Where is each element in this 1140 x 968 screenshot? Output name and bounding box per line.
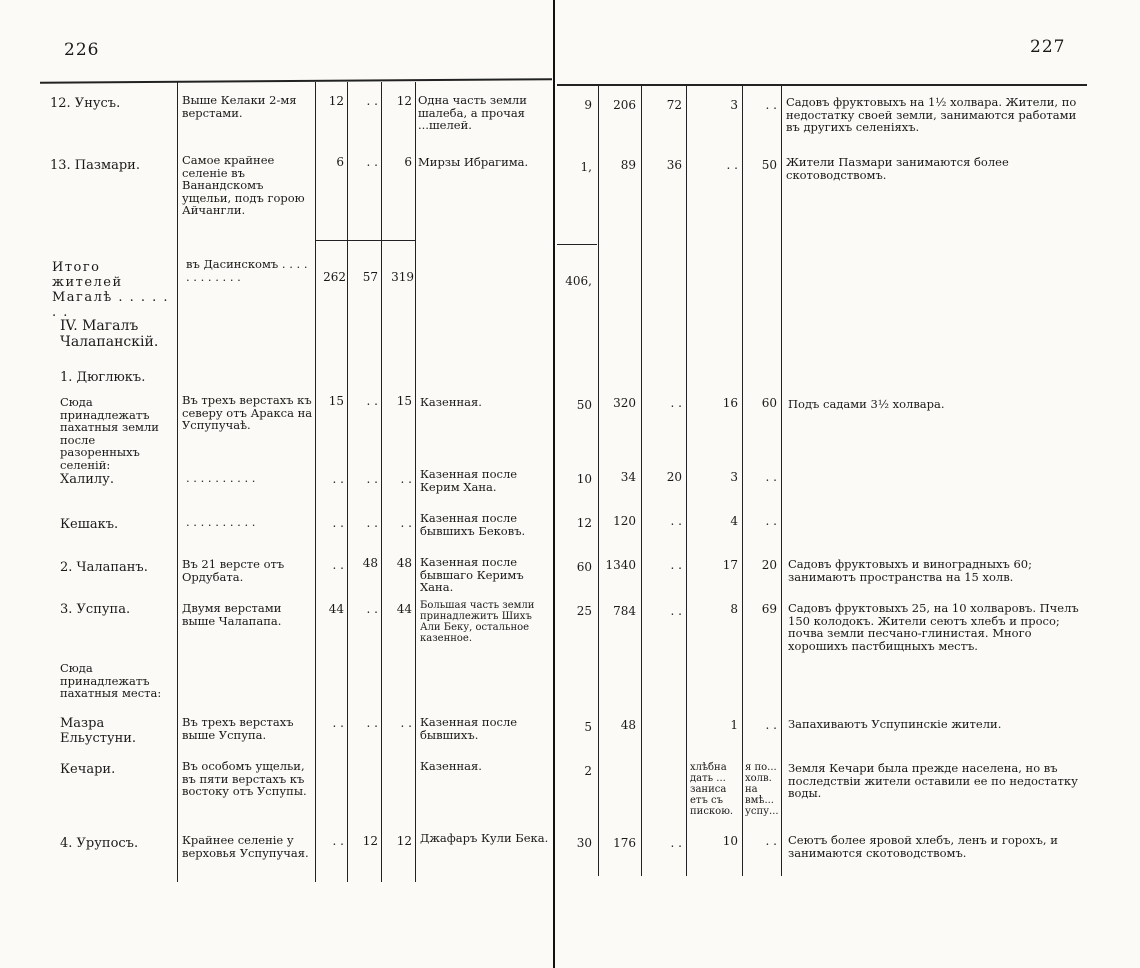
col-d-note: я по... холв. на вмѣ... успу... xyxy=(745,762,779,817)
female-count: 48 xyxy=(362,556,378,570)
col-d: . . xyxy=(726,158,738,172)
col-e: . . xyxy=(765,718,777,732)
col-e: 69 xyxy=(761,602,777,616)
owner: Казенная после Керим Хана. xyxy=(420,467,518,494)
col-a: 60 xyxy=(576,560,592,574)
female-count: . . xyxy=(366,472,378,486)
location: Въ особомъ ущельи, въ пяти верстахъ къ востоку отъ Успупы. xyxy=(182,759,307,798)
owner: Казенная. xyxy=(420,759,482,773)
col-rule xyxy=(742,86,743,876)
total-count: 15 xyxy=(396,394,412,408)
col-a: 5 xyxy=(584,720,592,734)
col-b: 34 xyxy=(620,470,636,484)
remarks: Садовъ фруктовыхъ на 1½ холвара. Жители, по недостатку своей земли, занимаются работами въ другихъ селеніяхъ. xyxy=(786,95,1077,134)
location: Самое крайнее селеніе въ Ванандскомъ ущельи, подъ горою Айчангли. xyxy=(182,153,305,217)
total-male: 262 xyxy=(323,270,346,284)
location: . . . . . . . . . . xyxy=(186,515,256,529)
owner: Одна часть земли шалеба, а прочая ...шелей. xyxy=(418,93,527,132)
female-count: . . xyxy=(366,94,378,108)
col-e: 60 xyxy=(761,396,777,410)
village-name: Сюда принадлежатъ пахатныя места: xyxy=(60,661,162,700)
table-top-rule-right xyxy=(557,84,1087,86)
female-count: 12 xyxy=(362,834,378,848)
total-female: 57 xyxy=(362,270,378,284)
col-b: 206 xyxy=(613,98,636,112)
col-a: 2 xyxy=(584,764,592,778)
total-count: 48 xyxy=(396,556,412,570)
female-count: . . xyxy=(366,516,378,530)
col-a: 50 xyxy=(576,398,592,412)
col-e: 20 xyxy=(761,558,777,572)
owner: Мирзы Ибрагима. xyxy=(418,155,529,169)
col-c: . . xyxy=(670,396,682,410)
remarks: Подъ садами 3½ холвара. xyxy=(788,397,945,411)
left-page-number: 226 xyxy=(64,40,100,60)
remarks: Сеютъ более яровой хлебъ, ленъ и горохъ, и занимаются скотоводствомъ. xyxy=(788,833,1058,860)
total-count: . . xyxy=(400,516,412,530)
col-rule xyxy=(686,86,687,876)
village-name: Халилу. xyxy=(60,472,114,487)
total-count: 12 xyxy=(396,94,412,108)
total-count: . . xyxy=(400,716,412,730)
col-b: 1340 xyxy=(605,558,636,572)
col-d: 17 xyxy=(722,558,738,572)
village-name: 12. Унусъ. xyxy=(50,96,121,111)
total-location: въ Дасинскомъ . . . . . . . . . . . . xyxy=(186,257,308,284)
location: Крайнее селеніе у верховья Успупучая. xyxy=(182,833,309,860)
village-name: 4. Урупосъ. xyxy=(60,836,139,851)
male-count: . . xyxy=(332,716,344,730)
col-a: 12 xyxy=(576,516,592,530)
village-name: 1. Дюглюкъ. xyxy=(60,370,146,385)
col-d: 3 xyxy=(730,98,738,112)
col-c: 20 xyxy=(666,470,682,484)
col-rule xyxy=(347,82,348,882)
col-a: 25 xyxy=(576,604,592,618)
location: Двумя верстами выше Чалапапа. xyxy=(182,601,282,628)
location: . . . . . . . . . . xyxy=(186,471,256,485)
col-d: 3 xyxy=(730,470,738,484)
location: Въ трехъ верстахъ къ северу отъ Аракса на Успупучаѣ. xyxy=(182,393,313,432)
col-e: . . xyxy=(765,98,777,112)
col-rule xyxy=(781,86,782,876)
remarks: Жители Пазмари занимаются более скотоводствомъ. xyxy=(786,155,1009,182)
total-label: Итого жителей Магалѣ . . . . . . . xyxy=(52,260,170,320)
male-count: 15 xyxy=(328,394,344,408)
col-b: 48 xyxy=(620,718,636,732)
male-count: 44 xyxy=(328,602,344,616)
village-name: 3. Успупа. xyxy=(60,602,131,617)
total-rule-left xyxy=(315,240,415,241)
female-count: . . xyxy=(366,602,378,616)
female-count: . . xyxy=(366,155,378,169)
col-rule xyxy=(415,82,416,882)
remarks: Садовъ фруктовыхъ и виноградныхъ 60; занимаютъ пространства на 15 холв. xyxy=(788,557,1032,584)
col-a: 30 xyxy=(576,836,592,850)
col-a: 1, xyxy=(580,160,592,174)
male-count: . . xyxy=(332,472,344,486)
col-a: 10 xyxy=(576,472,592,486)
col-c: . . xyxy=(670,558,682,572)
col-d: 8 xyxy=(730,602,738,616)
total-count: 6 xyxy=(404,155,412,169)
location: Въ трехъ верстахъ выше Успупа. xyxy=(182,715,294,742)
owner: Казенная после бывшаго Керимъ Хана. xyxy=(420,555,524,594)
right-page-number: 227 xyxy=(1030,37,1066,57)
col-rule xyxy=(641,86,642,876)
col-e: 50 xyxy=(761,158,777,172)
owner: Казенная после бывшихъ Бековъ. xyxy=(420,511,526,538)
male-count: 12 xyxy=(328,94,344,108)
village-name: Кечари. xyxy=(60,762,116,777)
village-name: 13. Пазмари. xyxy=(50,158,140,173)
col-b: 320 xyxy=(613,396,636,410)
male-count: . . xyxy=(332,516,344,530)
owner: Казенная после бывшихъ. xyxy=(420,715,518,742)
owner: Большая часть земли принадлежитъ Шихъ Али Беку, остальное казенное. xyxy=(420,600,535,644)
total-count: 44 xyxy=(396,602,412,616)
col-c: . . xyxy=(670,604,682,618)
remarks: Земля Кечари была прежде населена, но въ последствіи жители оставили ее по недостатку воды. xyxy=(788,761,1078,800)
total-rule-right xyxy=(557,244,597,245)
total-col-a: 406, xyxy=(565,274,592,288)
col-c: 72 xyxy=(666,98,682,112)
col-b: 120 xyxy=(613,514,636,528)
col-a: 9 xyxy=(584,98,592,112)
col-d: 10 xyxy=(722,834,738,848)
col-e: . . xyxy=(765,470,777,484)
location: Въ 21 версте отъ Ордубата. xyxy=(182,557,285,584)
village-name: Кешакъ. xyxy=(60,517,119,532)
col-b: 784 xyxy=(613,604,636,618)
col-c: . . xyxy=(670,514,682,528)
remarks: Садовъ фруктовыхъ 25, на 10 холваровъ. Пчелъ 150 колодокъ. Жители сеютъ хлебъ и просо; почва земли песчано-глинистая. Много хорошихъ пастбищныхъ местъ. xyxy=(788,601,1079,653)
total-count: . . xyxy=(400,472,412,486)
col-c-note: хлѣбна дать ... заниса етъ съ пискою. xyxy=(690,762,734,817)
location: Выше Келаки 2-мя верстами. xyxy=(182,93,297,120)
male-count: 6 xyxy=(336,155,344,169)
col-rule xyxy=(598,86,599,876)
total-sum: 319 xyxy=(391,270,414,284)
col-rule xyxy=(381,82,382,882)
village-name: Мазра Ельустуни. xyxy=(60,716,137,746)
village-name: 2. Чалапанъ. xyxy=(60,560,148,575)
table-top-rule-left xyxy=(40,78,552,83)
col-d: 1 xyxy=(730,718,738,732)
section-title: IV. Магалъ Чалапанскій. xyxy=(60,318,159,350)
col-d: 16 xyxy=(722,396,738,410)
owner: Казенная. xyxy=(420,395,482,409)
male-count: . . xyxy=(332,558,344,572)
col-d: 4 xyxy=(730,514,738,528)
female-count: . . xyxy=(366,716,378,730)
col-c: . . xyxy=(670,836,682,850)
male-count: . . xyxy=(332,834,344,848)
female-count: . . xyxy=(366,394,378,408)
col-rule xyxy=(315,82,316,882)
col-rule xyxy=(177,82,178,882)
col-c: 36 xyxy=(666,158,682,172)
col-e: . . xyxy=(765,834,777,848)
village-name: Сюда принадлежатъ пахатныя земли после разоренныхъ селеній: xyxy=(60,395,159,472)
gutter-line xyxy=(553,0,555,968)
owner: Джафаръ Кули Бека. xyxy=(420,831,549,845)
col-e: . . xyxy=(765,514,777,528)
col-b: 176 xyxy=(613,836,636,850)
total-count: 12 xyxy=(396,834,412,848)
col-b: 89 xyxy=(620,158,636,172)
remarks: Запахиваютъ Успупинскіе жители. xyxy=(788,717,1002,731)
